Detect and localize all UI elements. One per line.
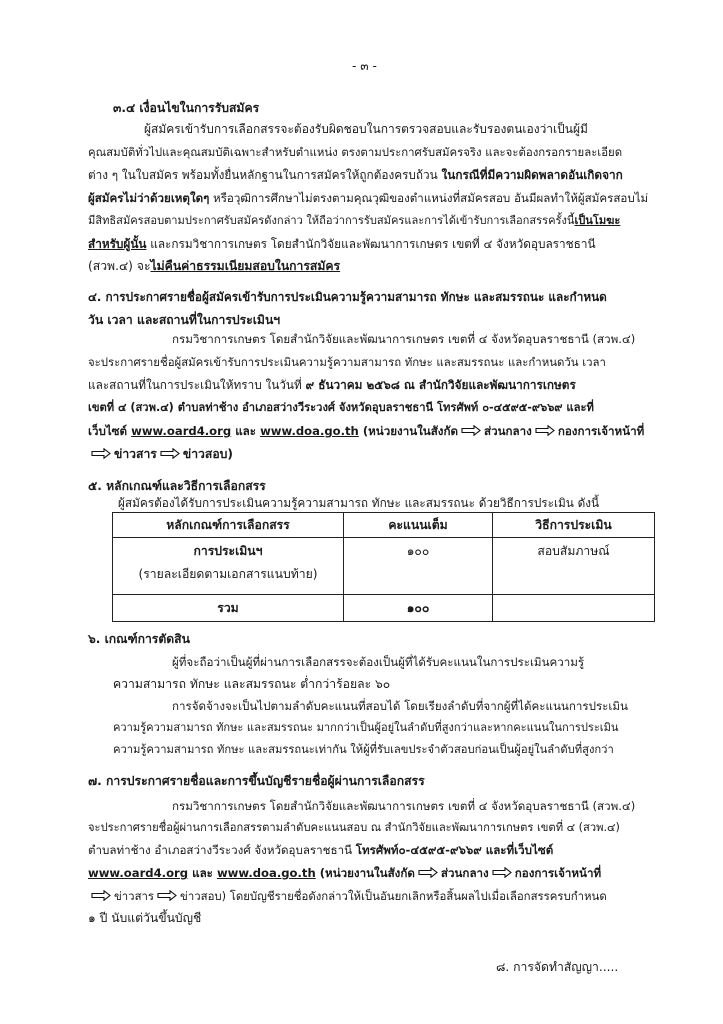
section-7-heading: ๗. การประกาศรายชื่อและการขึ้นบัญชีรายชื่อผู้ผ่านการเลือกสรร bbox=[88, 774, 425, 788]
arrow-right-icon bbox=[91, 448, 111, 459]
arrow-right-icon bbox=[461, 425, 481, 436]
paragraph-line: ความรู้ความสามารถ ทักษะ และสมรรถนะ มากกว่าเป็นผู้อยู่ในลำดับที่สูงกว่าและหากคะแนนในการประเมิน bbox=[113, 721, 619, 734]
total-empty bbox=[493, 595, 655, 622]
paragraph-line: เว็บไซต์ www.oard4.org และ www.doa.go.th (หน่วยงานในสังกัด ส่วนกลาง กองการเจ้าหน้าที่ bbox=[88, 424, 645, 438]
arrow-right-icon bbox=[492, 867, 512, 878]
paragraph-line: ความสามารถ ทักษะ และสมรรถนะ ต่ำกว่าร้อยละ ๖๐ bbox=[113, 677, 391, 691]
paragraph-line: (สวพ.๔) จะไม่คืนค่าธรรมเนียมสอบในการสมัคร bbox=[88, 259, 341, 273]
section-5-heading: ๕. หลักเกณฑ์และวิธีการเลือกสรร bbox=[88, 479, 266, 493]
paragraph-line: และสถานที่ในการประเมินให้ทราบ ในวันที่ ๙ ธันวาคม ๒๕๖๘ ณ สำนักวิจัยและพัฒนาการเกษตร bbox=[88, 378, 576, 392]
arrow-right-icon bbox=[160, 448, 180, 459]
paragraph-line: ความรู้ความสามารถ ทักษะ และสมรรถนะเท่ากัน ให้ผู้ที่รับเลขประจำตัวสอบก่อนเป็นผู้อยู่ในลำดับที่สูงกว่า bbox=[113, 743, 614, 756]
paragraph-line: ข่าวสาร ข่าวสอบ) bbox=[88, 445, 233, 463]
paragraph-line: การจัดจ้างจะเป็นไปตามลำดับคะแนนที่สอบได้ โดยเรียงลำดับที่จากผู้ที่ได้คะแนนการประเมิน bbox=[172, 699, 628, 713]
link-doa[interactable]: www.doa.go.th bbox=[216, 866, 316, 880]
total-label: รวม bbox=[113, 595, 344, 622]
paragraph-line: เขตที่ ๔ (สวพ.๔) ตำบลท่าช้าง อำเภอสว่างวีระวงศ์ จังหวัดอุบลราชธานี โทรศัพท์ ๐-๔๕๙๕-๙๖๖๙ และที่ bbox=[88, 401, 594, 414]
header-score: คะแนนเต็ม bbox=[344, 513, 493, 538]
header-method: วิธีการประเมิน bbox=[493, 513, 655, 538]
paragraph-line: ตำบลท่าช้าง อำเภอสว่างวีระวงศ์ จังหวัดอุบลราชธานี โทรศัพท์๐-๔๕๙๕-๙๖๖๙ และที่เว็บไซต์ bbox=[88, 843, 554, 857]
header-criteria: หลักเกณฑ์การเลือกสรร bbox=[113, 513, 344, 538]
criteria-table bbox=[112, 512, 655, 622]
link-oard4[interactable]: www.oard4.org bbox=[131, 424, 232, 438]
table-total-row bbox=[113, 595, 655, 622]
table-header-row bbox=[113, 513, 655, 538]
paragraph-line: ผู้สมัครไม่ว่าด้วยเหตุใดๆ หรือวุฒิการศึกษาไม่ตรงตามคุณวุฒิของตำแหน่งที่สมัครสอบ อันมีผลทำให้ผู้สมัครสอบไม่ bbox=[88, 191, 649, 205]
table-row bbox=[113, 538, 655, 595]
arrow-right-icon bbox=[91, 890, 111, 901]
table-intro: ผู้สมัครต้องได้รับการประเมินความรู้ความสามารถ ทักษะ และสมรรถนะ ด้วยวิธีการประเมิน ดังนี้ bbox=[118, 496, 600, 510]
section-4-heading-cont: วัน เวลา และสถานที่ในการประเมินฯ bbox=[88, 313, 281, 327]
paragraph-line: ผู้ที่จะถือว่าเป็นผู้ที่ผ่านการเลือกสรรจะต้องเป็นผู้ที่ได้รับคะแนนในการประเมินความรู้ bbox=[172, 655, 585, 669]
paragraph-line: จะประกาศรายชื่อผู้สมัครเข้ารับการประเมินความรู้ความสามารถ ทักษะ และสมรรถนะ และกำหนดวัน เวลา bbox=[88, 355, 606, 369]
method-cell: สอบสัมภาษณ์ bbox=[493, 538, 655, 595]
total-score: ๑๐๐ bbox=[344, 595, 493, 622]
link-doa[interactable]: www.doa.go.th bbox=[260, 424, 359, 438]
criteria-cell: การประเมินฯ (รายละเอียดตามเอกสารแนบท้าย) bbox=[113, 538, 344, 595]
paragraph-line: มีสิทธิสมัครสอบตามประกาศรับสมัครดังกล่าว ให้ถือว่าการรับสมัครและการได้เข้ารับการเลือกสรรครั้งนี้เป็นโมฆะ bbox=[88, 214, 621, 227]
paragraph-line: กรมวิชาการเกษตร โดยสำนักวิจัยและพัฒนาการเกษตร เขตที่ ๔ จังหวัดอุบลราชธานี (สวพ.๔) bbox=[172, 332, 636, 346]
paragraph-line: ข่าวสาร ข่าวสอบ) โดยบัญชีรายชื่อดังกล่าวให้เป็นอันยกเลิกหรือสิ้นผลไปเมื่อเลือกสรรครบกำหนด bbox=[88, 887, 607, 905]
arrow-right-icon bbox=[418, 867, 438, 878]
arrow-right-icon bbox=[535, 425, 555, 436]
paragraph-line: ๑ ปี นับแต่วันขึ้นบัญชี bbox=[88, 911, 202, 925]
paragraph-line: คุณสมบัติทั่วไปและคุณสมบัติเฉพาะสำหรับตำแหน่ง ตรงตามประกาศรับสมัครจริง และจะต้องกรอกรายละเอียด bbox=[88, 145, 623, 159]
next-page-marker: ๘. การจัดทำสัญญา..... bbox=[496, 960, 619, 974]
section-4-heading: ๔. การประกาศรายชื่อผู้สมัครเข้ารับการประเมินความรู้ความสามารถ ทักษะ และสมรรถนะ และกำหนด bbox=[88, 290, 607, 304]
paragraph-line: ต่าง ๆ ในใบสมัคร พร้อมทั้งยื่นหลักฐานในการสมัครให้ถูกต้องครบถ้วน ในกรณีที่มีความผิดพลาดอันเกิดจาก bbox=[88, 168, 623, 182]
page-number: - ๓ - bbox=[352, 59, 377, 73]
score-cell: ๑๐๐ bbox=[344, 538, 493, 595]
paragraph-line: จะประกาศรายชื่อผู้ผ่านการเลือกสรรตามลำดับคะแนนสอบ ณ สำนักวิจัยและพัฒนาการเกษตร เขตที่ ๔ (สวพ.๔) bbox=[88, 821, 620, 834]
arrow-right-icon bbox=[157, 890, 177, 901]
paragraph-line: ผู้สมัครเข้ารับการเลือกสรรจะต้องรับผิดชอบในการตรวจสอบและรับรองตนเองว่าเป็นผู้มี bbox=[144, 122, 588, 136]
paragraph-line: กรมวิชาการเกษตร โดยสำนักวิจัยและพัฒนาการเกษตร เขตที่ ๔ จังหวัดอุบลราชธานี (สวพ.๔) bbox=[172, 799, 636, 813]
paragraph-line: www.oard4.org และ www.doa.go.th (หน่วยงานในสังกัด ส่วนกลาง กองการเจ้าหน้าที่ bbox=[88, 866, 602, 880]
paragraph-line: สำหรับผู้นั้น และกรมวิชาการเกษตร โดยสำนักวิจัยและพัฒนาการเกษตร เขตที่ ๔ จังหวัดอุบลราชธานี bbox=[88, 237, 596, 251]
section-3-4-heading: ๓.๔ เงื่อนไขในการรับสมัคร bbox=[113, 101, 260, 115]
link-oard4[interactable]: www.oard4.org bbox=[88, 866, 189, 880]
section-6-heading: ๖. เกณฑ์การตัดสิน bbox=[88, 632, 190, 646]
